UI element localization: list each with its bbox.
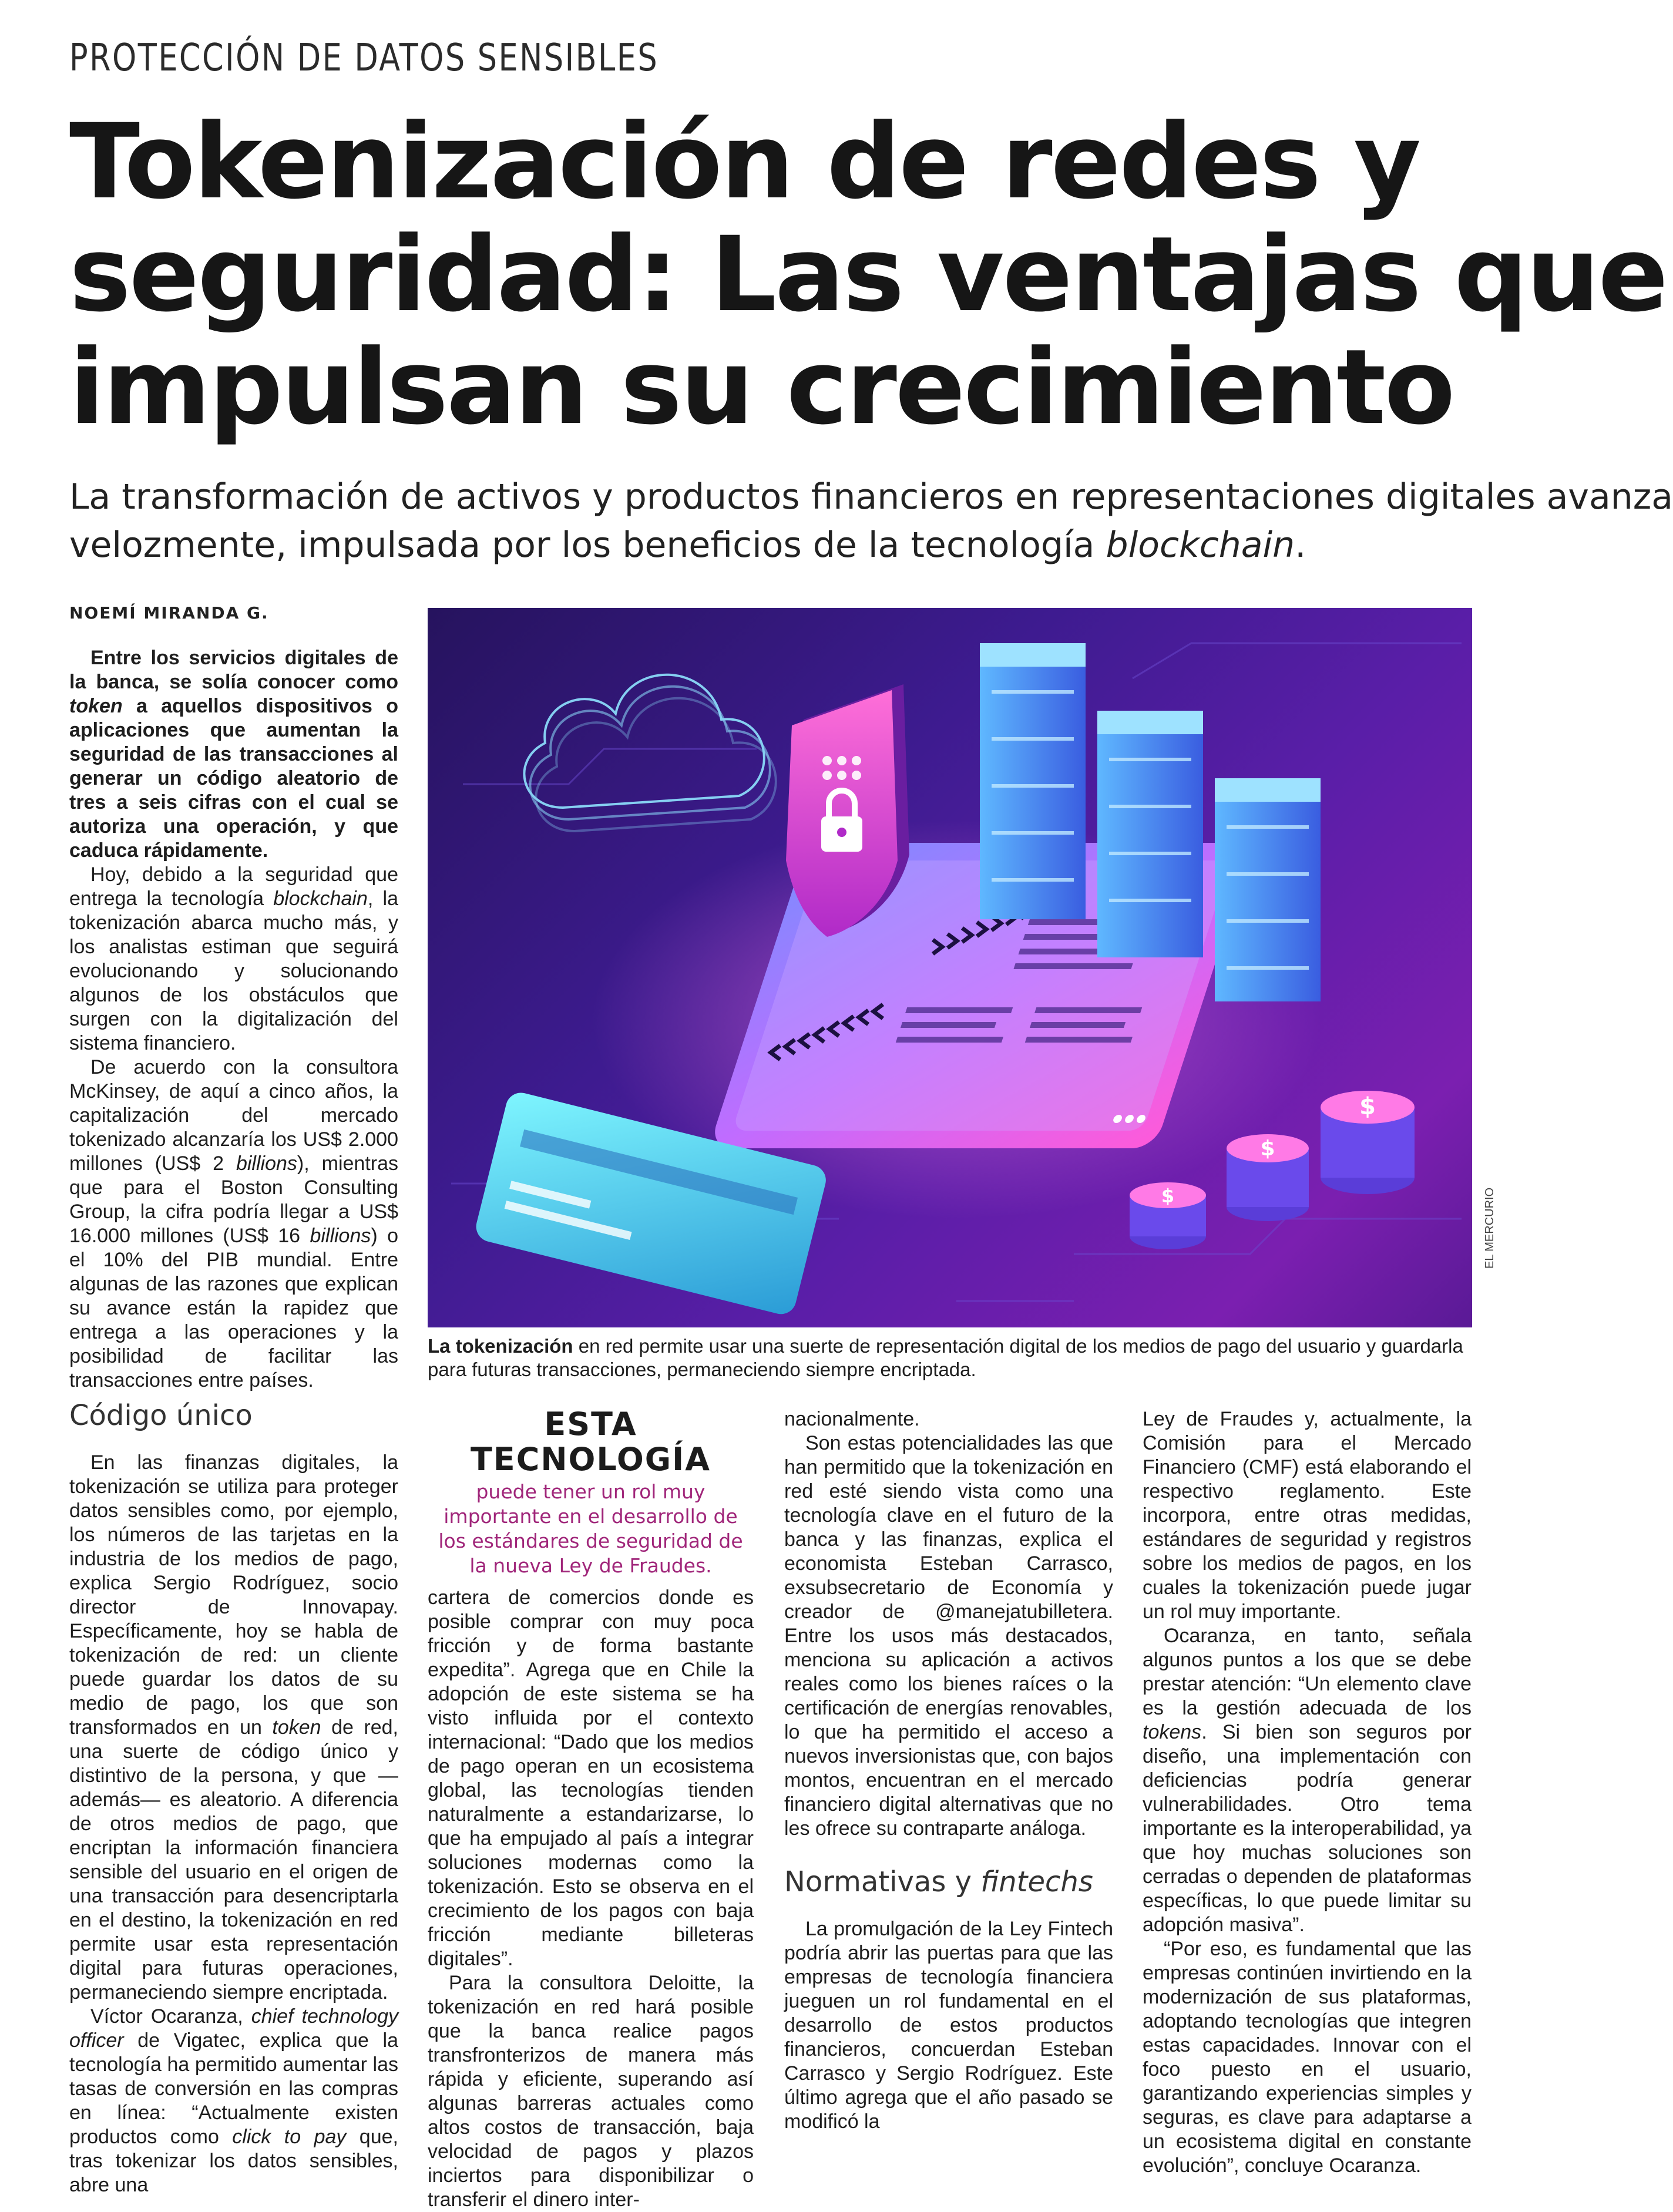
coin-stack-3 [1130, 1182, 1206, 1249]
byline: NOEMÍ MIRANDA G. [69, 603, 269, 623]
col3-paragraph-0: nacionalmente. [784, 1408, 920, 1430]
kicker: PROTECCIÓN DE DATOS SENSIBLES [69, 36, 659, 80]
photo-credit: EL MERCURIO [1483, 1187, 1496, 1269]
pull-quote [428, 1407, 754, 1578]
col4-paragraph-2: “Por eso, es fundamental que las empresas continúen invirtiendo en la modernización de sus plataformas, adoptando tecnologías que integren estas capacidades. Innovar con el foco puesto en el usuario, garantizando experiencias simples y seguras, es clave para adaptarse a un ecosistema digital en constante evolución”, concluye Ocaranza. [1143, 1938, 1472, 2177]
col4-paragraph-0: Ley de Fraudes y, actualmente, la Comisión para el Mercado Financiero (CMF) está elaborando el respectivo reglamento. Este incorpora, entre otras medidas, estándares de seguridad y registros sobre los medios de pagos, en los cuales la tokenización puede jugar un rol muy importante. [1143, 1408, 1472, 1623]
headline-line-3: impulsan su crecimiento [69, 327, 1454, 448]
subhead-normativas [784, 1864, 1113, 1900]
intro-lead [69, 646, 398, 863]
col1-p1-text-2: de red, una suerte de código único y distintivo de la persona, y que —además— es aleatorio. A diferencia de otros medios de pago, que encriptan la información financiera sensible del usuario en el origen de una transacción para desencriptarla en el destino, la tokenización en red permite usar esta representación digital para futuras operaciones, permaneciendo siempre encriptada. [69, 1716, 398, 2003]
col1-p1-text: En las finanzas digitales, la tokenización se utiliza para proteger datos sensibles como, por ejemplo, los números de las tarjetas en la industria de los medios de pago, explica Sergio Rodríguez, socio director de Innovapay. Específicamente, hoy se habla de tokenización de red: un cliente puede guardar los datos de su medio de pago, los que son transformados en un [69, 1451, 398, 1739]
subhead-normativas-emphasis: fintechs [980, 1865, 1093, 1898]
intro-p3-text-2: ), mientras que para el Boston Consulting Group, la cifra podría llegar a US$ 16.000 millones (US$ 16 [69, 1152, 399, 1247]
col1-p2-text-2: de Vigatec, explica que la tecnología ha permitido aumentar las tasas de conversión en las compras en línea: “Actualmente existen productos como [69, 2029, 398, 2148]
coin-symbol-3: $ [1161, 1185, 1175, 1207]
col4-p1-emphasis: tokens [1143, 1721, 1202, 1743]
pull-quote-body: puede tener un rol muy importante en el desarrollo de los estándares de seguridad de la nueva Ley de Fraudes. [438, 1480, 743, 1577]
dek-line-2-text: velozmente, impulsada por los beneficios de la tecnología [69, 525, 1106, 566]
coin-stack-2 [1227, 1134, 1309, 1221]
dek-emphasis: blockchain [1106, 525, 1295, 566]
col1-paragraph-1 [69, 1451, 398, 2005]
cloud-icon [524, 675, 775, 831]
intro-p2-text-2: , la tokenización abarca mucho más, y los analistas estiman que seguirá evolucionando y solucionando algunos de los obstáculos que surgen con la digitalización del sistema financiero. [69, 888, 398, 1054]
col1-p2-text: Víctor Ocaranza, [90, 2005, 251, 2028]
illustration-svg [428, 608, 1472, 1327]
col1-p1-emphasis: token [272, 1716, 321, 1739]
dek-period: . [1295, 525, 1306, 566]
server-stack-2 [1097, 711, 1203, 957]
column-1 [69, 1398, 398, 2197]
intro-p3-emphasis-1: billions [236, 1152, 297, 1175]
col1-p2-emphasis-2: click to pay [232, 2126, 347, 2148]
subhead-codigo-unico: Código único [69, 1399, 253, 1432]
col1-paragraph-2 [69, 2005, 398, 2197]
col2-paragraph-1: cartera de comercios donde es posible comprar con muy poca fricción y de forma bastante expedita”. Agrega que en Chile la adopción de este sistema se ha visto influida por el contexto internacional: “Dado que los medios de pago operan en un ecosistema global, las tecnologías tienden naturalmente a estandarizarse, lo que ha empujado al país a integrar soluciones modernas como la tokenización. Esto se observa en el crecimiento de los pagos con baja fricción mediante billeteras digitales”. [428, 1586, 754, 1970]
col4-p1-text-2: . Si bien son seguros por diseño, una implementación con deficiencias podría generar vulnerabilidades. Otro tema importante es la interoperabilidad, ya que hoy muchas soluciones son cerradas o dependen de plataformas específicas, lo que puede limitar su adopción masiva”. [1143, 1721, 1472, 1936]
column-4 [1143, 1407, 1472, 2178]
headline-line-2: seguridad: Las ventajas que [69, 214, 1667, 335]
col3-paragraph-2: La promulgación de la Ley Fintech podría abrir las puertas para que las empresas de tecnología financiera jueguen un rol fundamental en el desarrollo de estos productos financieros, concuerdan Esteban Carrasco y Sergio Rodríguez. Este último agrega que el año pasado se modificó la [784, 1918, 1113, 2133]
intro-p2-text: Hoy, debido a la seguridad que entrega la tecnología [69, 863, 398, 910]
col1-p2-text-3: que, tras tokenizar los datos sensibles, abre una [69, 2126, 398, 2196]
dek [69, 473, 1673, 569]
intro-paragraph-2 [69, 863, 398, 1055]
phone-dots [1112, 1115, 1147, 1123]
dek-line-1: La transformación de activos y productos financieros en representaciones digitales avanza [69, 476, 1673, 517]
photo-caption [428, 1334, 1472, 1381]
intro-p3-emphasis-2: billions [310, 1225, 371, 1247]
caption-text: en red permite usar una suerte de representación digital de los medios de pago del usuario y guardarla para futuras transacciones, permaneciendo siempre encriptada. [428, 1335, 1463, 1380]
intro-paragraph-3 [69, 1055, 398, 1393]
intro-p2-emphasis: blockchain [273, 888, 368, 910]
headline [69, 102, 1667, 448]
subhead-normativas-text: Normativas y [784, 1865, 981, 1898]
caption-bold: La tokenización [428, 1335, 573, 1357]
column-3 [784, 1407, 1113, 2134]
server-stack-3 [1215, 778, 1321, 1001]
coin-symbol-1: $ [1359, 1093, 1376, 1120]
col1-p2-emphasis-1: chief technology officer [69, 2005, 398, 2052]
col2-paragraph-2: Para la consultora Deloitte, la tokenización en red hará posible que la banca realice pagos transfronterizos de manera más rápida y eficiente, superando así algunas barreras actuales como altos costos de transacción, baja velocidad de pagos y plazos inciertos para disponibilizar o transferir el dinero inter- [428, 1972, 754, 2211]
headline-line-1: Tokenización de redes y [69, 102, 1420, 222]
col4-paragraph-1 [1143, 1624, 1472, 1937]
intro-lead-emphasis: token [69, 695, 123, 717]
pull-quote-title: ESTA TECNOLOGÍA [470, 1406, 711, 1478]
intro-p3-text-3: ) o el 10% del PIB mundial. Entre algunas de las razones que explican su avance están la rapidez que entrega a las operaciones y la posibilidad de facilitar las transacciones entre países. [69, 1225, 398, 1391]
coin-symbol-2: $ [1260, 1137, 1275, 1161]
intro-column [69, 646, 398, 1393]
dek-line-2 [69, 521, 1479, 569]
column-2 [428, 1586, 754, 2212]
server-stack-1 [980, 643, 1086, 919]
col3-paragraph-1: Son estas potencialidades las que han permitido que la tokenización en red esté siendo vista como una tecnología clave en el futuro de la banca y las finanzas, explica el economista Esteban Carrasco, exsubsecretario de Economía y creador de @manejatubilletera. Entre los usos más destacados, menciona su aplicación a activos reales como los bienes raíces o la certificación de energías renovables, lo que ha permitido el acceso a nuevos inversionistas que, con bajos montos, encuentran en el mercado financiero digital alternativas que no les ofrece su contraparte análoga. [784, 1432, 1113, 1840]
intro-p3-text: De acuerdo con la consultora McKinsey, de aquí a cinco años, la capitalización del mercado tokenizado alcanzaría los US$ 2.000 millones (US$ 2 [69, 1056, 398, 1175]
tokenization-illustration [428, 608, 1472, 1327]
intro-lead-text: Entre los servicios digitales de la banca, se solía conocer como [69, 647, 398, 693]
coin-stack-1 [1321, 1091, 1415, 1194]
col4-p1-text: Ocaranza, en tanto, señala algunos puntos a los que se debe prestar atención: “Un elemento clave es la gestión adecuada de los [1143, 1625, 1472, 1719]
intro-lead-text-2: a aquellos dispositivos o aplicaciones que aumentan la seguridad de las transacciones al generar un código aleatorio de tres a seis cifras con el cual se autoriza una operación, y que caduca rápidamente. [69, 695, 398, 862]
